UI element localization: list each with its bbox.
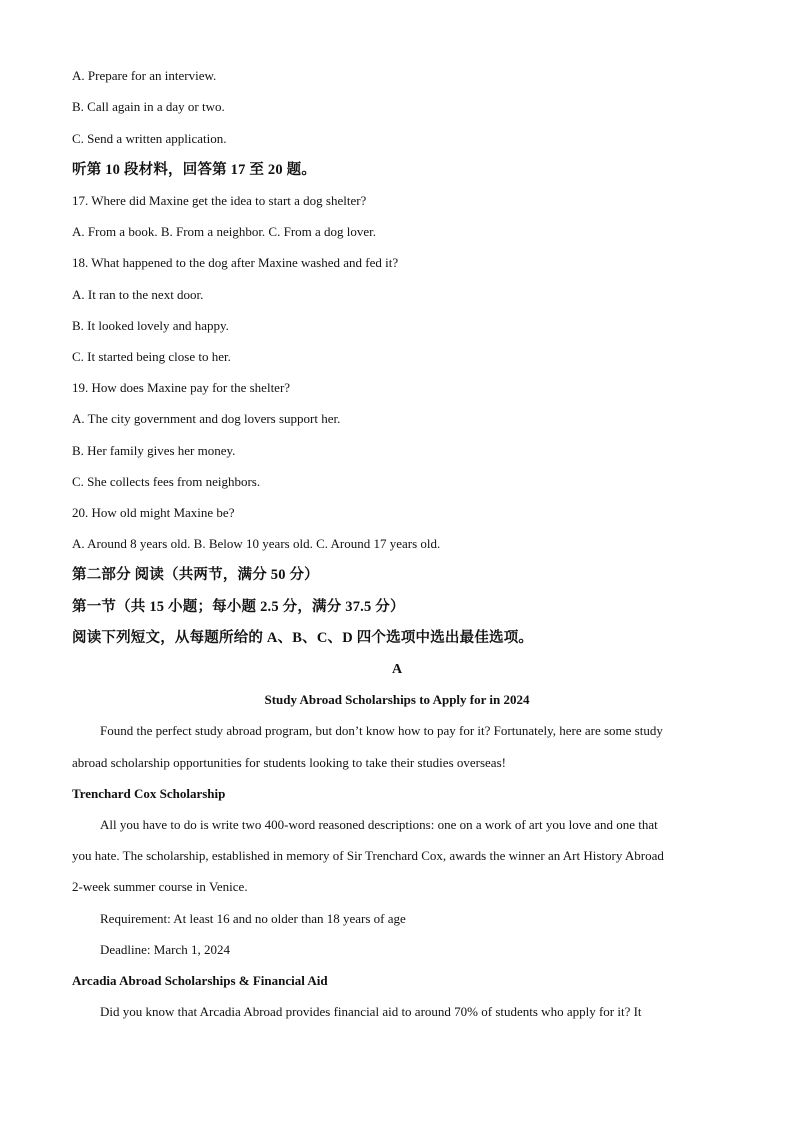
q19-question: 19. How does Maxine pay for the shelter?: [72, 380, 291, 395]
intro-line-2: abroad scholarship opportunities for students looking to take their studies overseas!: [72, 755, 506, 770]
q18-option-b: B. It looked lovely and happy.: [72, 318, 229, 333]
reading-instruction: 阅读下列短文，从每题所给的 A、B、C、D 四个选项中选出最佳选项。: [72, 630, 534, 646]
scholarship1-deadline: Deadline: March 1, 2024: [100, 942, 230, 957]
intro-line-1: Found the perfect study abroad program, but don’t know how to pay for it? Fortunately, here are some study: [100, 723, 663, 738]
q18-question: 18. What happened to the dog after Maxine washed and fed it?: [72, 255, 399, 270]
section10-instruction: 听第 10 段材料，回答第 17 至 20 题。: [72, 162, 317, 178]
q20-options: A. Around 8 years old. B. Below 10 years old. C. Around 17 years old.: [72, 536, 441, 551]
q16-option-a: A. Prepare for an interview.: [72, 68, 217, 83]
passage-title: Study Abroad Scholarships to Apply for in 2024: [264, 692, 530, 707]
q19-option-b: B. Her family gives her money.: [72, 443, 236, 458]
q17-question: 17. Where did Maxine get the idea to start a dog shelter?: [72, 193, 367, 208]
scholarship1-line-2: you hate. The scholarship, established in memory of Sir Trenchard Cox, awards the winner an Art History Abroad: [72, 848, 664, 863]
q16-option-c: C. Send a written application.: [72, 131, 227, 146]
scholarship1-line-3: 2-week summer course in Venice.: [72, 879, 248, 894]
q20-question: 20. How old might Maxine be?: [72, 505, 235, 520]
q18-option-c: C. It started being close to her.: [72, 349, 231, 364]
q19-option-a: A. The city government and dog lovers support her.: [72, 411, 341, 426]
reading-part-title: 第二部分 阅读（共两节，满分 50 分）: [72, 567, 319, 583]
q16-option-b: B. Call again in a day or two.: [72, 99, 225, 114]
scholarship2-line-1: Did you know that Arcadia Abroad provides financial aid to around 70% of students who apply for it? It: [100, 1004, 642, 1019]
scholarship1-name: Trenchard Cox Scholarship: [72, 786, 226, 801]
q17-options: A. From a book. B. From a neighbor. C. From a dog lover.: [72, 224, 377, 239]
q19-option-c: C. She collects fees from neighbors.: [72, 474, 261, 489]
scholarship1-line-1: All you have to do is write two 400-word reasoned descriptions: one on a work of art you love and one that: [100, 817, 658, 832]
scholarship1-requirement: Requirement: At least 16 and no older than 18 years of age: [100, 911, 406, 926]
scholarship2-name: Arcadia Abroad Scholarships & Financial Aid: [72, 973, 328, 988]
q18-option-a: A. It ran to the next door.: [72, 287, 204, 302]
passage-letter: A: [391, 662, 403, 677]
reading-section-title: 第一节（共 15 小题；每小题 2.5 分，满分 37.5 分）: [72, 599, 405, 615]
